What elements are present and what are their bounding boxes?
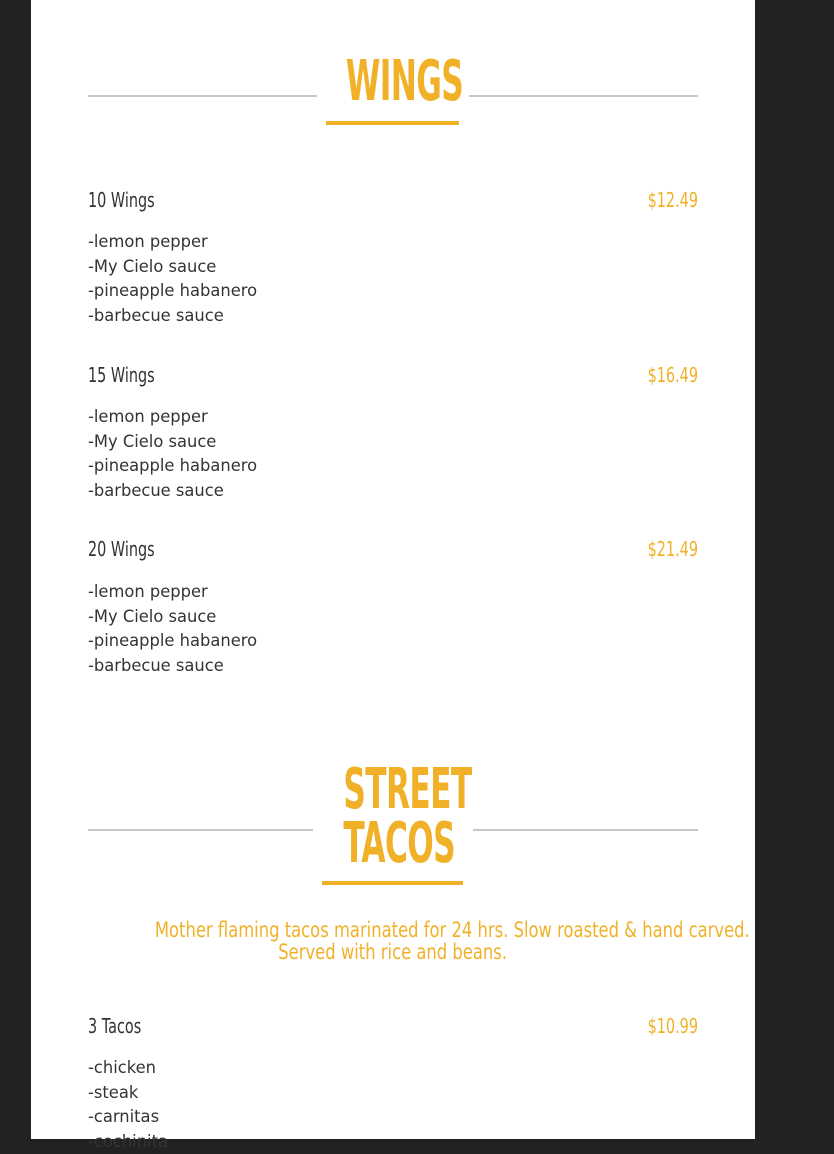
item-options — [88, 1056, 168, 1154]
tacos-rule-left — [88, 829, 313, 831]
option-line: -My Cielo sauce — [88, 430, 257, 455]
tacos-title-line1: STREET — [343, 762, 442, 818]
option-line: -My Cielo sauce — [88, 605, 257, 630]
option-line: -pineapple habanero — [88, 454, 257, 479]
description-line: Mother flaming tacos marinated for 24 hrs. Slow roasted & hand carved. — [155, 919, 750, 941]
item-name: 20 Wings — [88, 537, 155, 561]
option-line: -barbecue sauce — [88, 304, 257, 329]
option-line: -barbecue sauce — [88, 654, 257, 679]
menu-item-20-wings — [88, 537, 698, 563]
item-price: $16.49 — [648, 363, 698, 387]
option-line: -lemon pepper — [88, 405, 257, 430]
menu-item-10-wings — [88, 188, 698, 214]
item-price: $10.99 — [648, 1014, 698, 1038]
item-options — [88, 580, 257, 678]
tacos-description — [71, 919, 715, 963]
option-line: -cochinita — [88, 1130, 168, 1154]
item-price: $12.49 — [648, 188, 698, 212]
item-name: 15 Wings — [88, 363, 155, 387]
item-options — [88, 230, 257, 328]
option-line: -pineapple habanero — [88, 629, 257, 654]
option-line: -chicken — [88, 1056, 168, 1081]
menu-page — [31, 0, 755, 1139]
item-options — [88, 405, 257, 503]
item-price: $21.49 — [648, 537, 698, 561]
tacos-rule-right — [473, 829, 698, 831]
item-name: 10 Wings — [88, 188, 155, 212]
option-line: -barbecue sauce — [88, 479, 257, 504]
option-line: -lemon pepper — [88, 230, 257, 255]
tacos-title-line2: TACOS — [343, 816, 442, 872]
wings-rule-left — [88, 95, 317, 97]
tacos-title-underline — [322, 881, 463, 885]
option-line: -pineapple habanero — [88, 279, 257, 304]
option-line: -carnitas — [88, 1105, 168, 1130]
menu-item-15-wings — [88, 363, 698, 389]
description-line: Served with rice and beans. — [279, 941, 508, 963]
option-line: -steak — [88, 1081, 168, 1106]
option-line: -lemon pepper — [88, 580, 257, 605]
menu-item-3-tacos — [88, 1014, 698, 1040]
wings-title-underline — [326, 121, 459, 125]
wings-rule-right — [469, 95, 698, 97]
wings-title: WINGS — [346, 52, 440, 112]
option-line: -My Cielo sauce — [88, 255, 257, 280]
item-name: 3 Tacos — [88, 1014, 141, 1038]
